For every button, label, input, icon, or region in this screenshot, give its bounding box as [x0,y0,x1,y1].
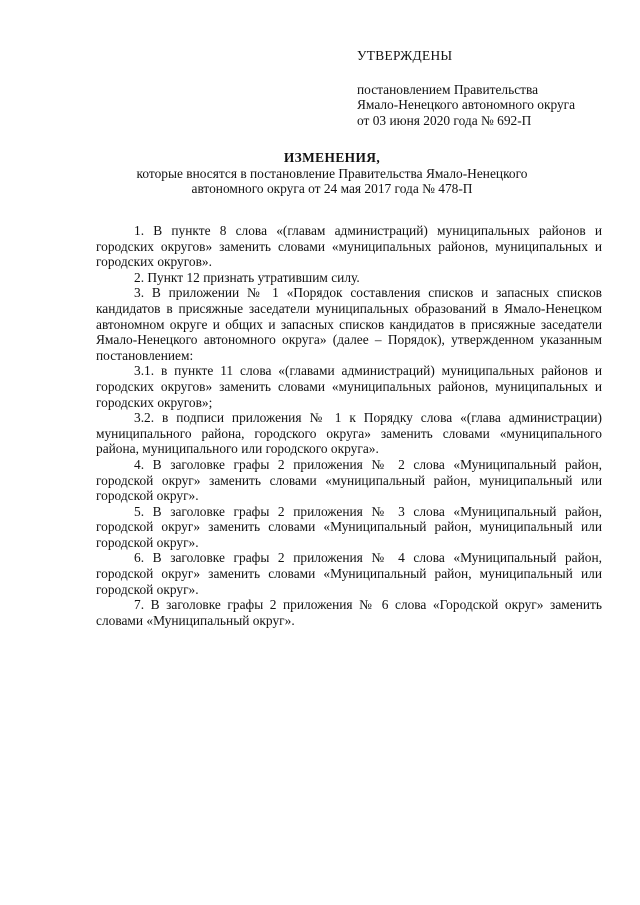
paragraph-1: 1. В пункте 8 слова «(главам администраций) муниципальных районов и городских округов» заменить словами «муниципальных районов, муниципальных и городских округов». [96,223,602,270]
paragraph-4: 4. В заголовке графы 2 приложения № 2 слова «Муниципальный район, городской округ» заменить словами «муниципальный район, муниципальный или городской округ». [96,456,602,504]
title-main: ИЗМЕНЕНИЯ, [283,150,381,165]
paragraph-3: 3. В приложении № 1 «Порядок составления списков и запасных списков кандидатов в присяжные заседатели муниципальных образований в Ямало-Ненецком автономном округе и общих и запасных списков кандидатов в присяжные заседатели Ямало-Ненецкого автономного округа» (далее – Порядок), утвержденном указанным постановлением: [96,285,602,363]
title-line-1: которые вносятся в постановление Правительства Ямало-Ненецкого [136,165,528,181]
paragraph-6: 6. В заголовке графы 2 приложения № 4 слова «Муниципальный район, городской округ» заменить словами «Муниципальный район, муниципальный или городской округ». [96,550,602,597]
title-line-2: автономного округа от 24 мая 2017 года № 478-П [191,181,473,196]
paragraph-2: 2. Пункт 12 признать утратившим силу. [134,269,360,285]
paragraph-5: 5. В заголовке графы 2 приложения № 3 слова «Муниципальный район, городской округ» заменить словами «Муниципальный район, муниципальный или городской округ». [96,503,602,550]
approval-line-2: Ямало-Ненецкого автономного округа [357,97,576,112]
paragraph-3-2: 3.2. в подписи приложения № 1 к Порядку слова «(глава администрации) муниципального района, городского округа» заменить словами «муниципального района, муниципального или городского округа». [96,410,602,457]
approval-block [357,48,617,128]
approval-line-1: постановлением Правительства [357,81,539,97]
document-title [80,150,584,197]
approval-heading: УТВЕРЖДЕНЫ [357,48,453,63]
paragraph-3-1: 3.1. в пункте 11 слова «(главами администраций) муниципальных районов и городских округов» заменить словами «муниципальных районов, муниципальных и городских округов»; [96,363,602,410]
document-body [96,223,602,628]
approval-line-3: от 03 июня 2020 года № 692-П [357,112,532,128]
paragraph-7: 7. В заголовке графы 2 приложения № 6 слова «Городской округ» заменить словами «Муниципальный округ». [96,597,602,628]
